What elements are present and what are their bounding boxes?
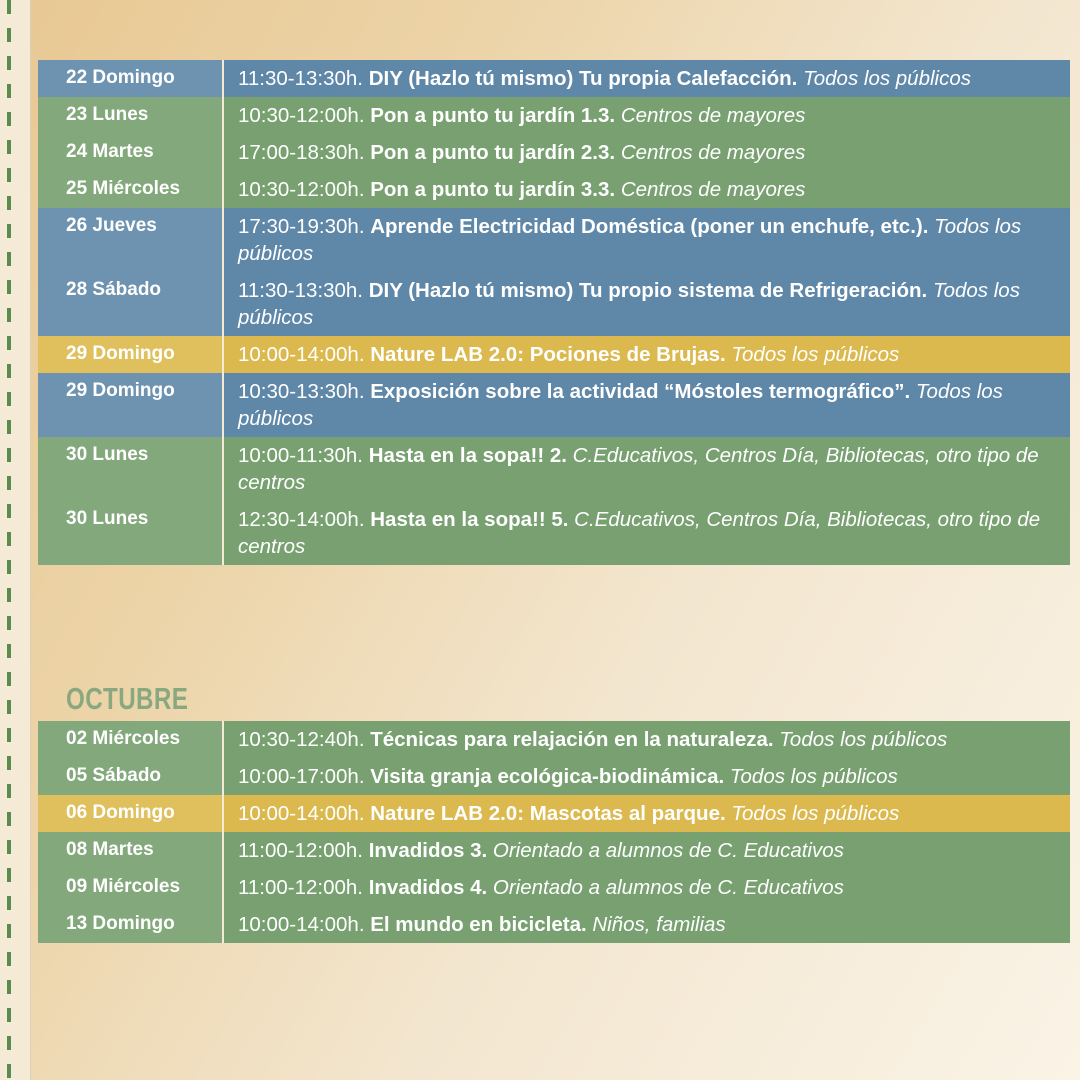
row-event-title: Aprende Electricidad Doméstica (poner un enchufe, etc.).: [370, 215, 929, 238]
row-event-audience: Todos los públicos: [803, 67, 971, 90]
row-event-title: DIY (Hazlo tú mismo) Tu propia Calefacción.: [368, 67, 798, 90]
row-day-label: 08 Martes: [38, 832, 224, 869]
row-event-cell: [224, 97, 1070, 134]
table-row: [38, 795, 1070, 832]
row-event-title: Nature LAB 2.0: Mascotas al parque.: [370, 802, 726, 825]
row-event-title: Visita granja ecológica-biodinámica.: [370, 765, 725, 788]
row-event-cell: [224, 208, 1070, 272]
row-day-label: 30 Lunes: [38, 437, 224, 501]
page-spine: [0, 0, 31, 1080]
table-row: [38, 134, 1070, 171]
row-event-time: 10:00-14:00h.: [238, 913, 365, 936]
row-event-cell: [224, 373, 1070, 437]
table-row: [38, 336, 1070, 373]
row-event-title: DIY (Hazlo tú mismo) Tu propio sistema de Refrigeración.: [368, 279, 928, 302]
row-event-audience: Todos los públicos: [238, 380, 1003, 430]
row-day-label: 24 Martes: [38, 134, 224, 171]
row-event-time: 11:00-12:00h.: [238, 876, 364, 899]
table-row: [38, 906, 1070, 943]
row-day-label: 26 Jueves: [38, 208, 224, 272]
row-event-audience: C.Educativos, Centros Día, Bibliotecas, otro tipo de centros: [238, 444, 1039, 494]
row-event-time: 10:30-12:00h.: [238, 104, 365, 127]
row-day-label: 29 Domingo: [38, 373, 224, 437]
row-event-audience: Centros de mayores: [620, 178, 806, 201]
row-day-label: 23 Lunes: [38, 97, 224, 134]
row-event-time: 11:00-12:00h.: [238, 839, 364, 862]
row-event-title: Pon a punto tu jardín 1.3.: [370, 104, 616, 127]
row-event-title: Técnicas para relajación en la naturaleza.: [370, 728, 774, 751]
table-row: [38, 97, 1070, 134]
row-event-title: Pon a punto tu jardín 2.3.: [370, 141, 616, 164]
row-event-audience: Todos los públicos: [238, 215, 1022, 265]
row-event-cell: [224, 134, 1070, 171]
row-event-audience: Centros de mayores: [620, 104, 806, 127]
row-event-time: 10:30-13:30h.: [238, 380, 365, 403]
table-row: [38, 208, 1070, 272]
row-event-time: 10:30-12:40h.: [238, 728, 365, 751]
row-event-cell: [224, 906, 1070, 943]
row-event-title: Hasta en la sopa!! 5.: [370, 508, 569, 531]
row-day-label: 22 Domingo: [38, 60, 224, 97]
table-row: [38, 501, 1070, 565]
row-event-title: Nature LAB 2.0: Pociones de Brujas.: [370, 343, 726, 366]
row-day-label: 29 Domingo: [38, 336, 224, 373]
row-event-cell: [224, 437, 1070, 501]
row-day-label: 30 Lunes: [38, 501, 224, 565]
row-event-time: 12:30-14:00h.: [238, 508, 365, 531]
row-day-label: 06 Domingo: [38, 795, 224, 832]
table-row: [38, 869, 1070, 906]
row-event-audience: Orientado a alumnos de C. Educativos: [492, 876, 844, 899]
row-event-time: 10:00-14:00h.: [238, 802, 365, 825]
table-row: [38, 832, 1070, 869]
row-event-cell: [224, 60, 1070, 97]
row-event-audience: Centros de mayores: [620, 141, 806, 164]
table-row: [38, 758, 1070, 795]
row-event-cell: [224, 336, 1070, 373]
table-row: [38, 272, 1070, 336]
row-event-time: 10:00-17:00h.: [238, 765, 365, 788]
row-event-cell: [224, 832, 1070, 869]
row-event-title: Hasta en la sopa!! 2.: [368, 444, 567, 467]
row-event-time: 10:00-14:00h.: [238, 343, 365, 366]
row-event-cell: [224, 272, 1070, 336]
row-event-cell: [224, 501, 1070, 565]
september-schedule-table: [38, 60, 1070, 565]
row-day-label: 05 Sábado: [38, 758, 224, 795]
row-event-cell: [224, 171, 1070, 208]
row-event-time: 10:30-12:00h.: [238, 178, 365, 201]
row-event-audience: Todos los públicos: [729, 765, 898, 788]
row-event-title: Invadidos 4.: [368, 876, 488, 899]
row-event-time: 11:30-13:30h.: [238, 67, 364, 90]
row-event-time: 17:30-19:30h.: [238, 215, 365, 238]
table-row: [38, 171, 1070, 208]
row-day-label: 02 Miércoles: [38, 721, 224, 758]
row-event-time: 10:00-11:30h.: [238, 444, 364, 467]
row-event-title: Exposición sobre la actividad “Móstoles termográfico”.: [370, 380, 911, 403]
table-row: [38, 373, 1070, 437]
row-day-label: 13 Domingo: [38, 906, 224, 943]
table-row: [38, 721, 1070, 758]
row-event-audience: Todos los públicos: [779, 728, 948, 751]
october-schedule-table: [38, 721, 1070, 943]
month-heading-octubre: OCTUBRE: [66, 681, 189, 716]
table-row: [38, 60, 1070, 97]
row-event-audience: Todos los públicos: [238, 279, 1020, 329]
row-event-time: 17:00-18:30h.: [238, 141, 365, 164]
row-event-audience: C.Educativos, Centros Día, Bibliotecas, otro tipo de centros: [238, 508, 1041, 558]
row-event-audience: Niños, familias: [592, 913, 726, 936]
row-day-label: 09 Miércoles: [38, 869, 224, 906]
row-event-title: El mundo en bicicleta.: [370, 913, 587, 936]
table-row: [38, 437, 1070, 501]
row-day-label: 25 Miércoles: [38, 171, 224, 208]
row-event-cell: [224, 758, 1070, 795]
row-event-audience: Orientado a alumnos de C. Educativos: [492, 839, 844, 862]
row-day-label: 28 Sábado: [38, 272, 224, 336]
row-event-time: 11:30-13:30h.: [238, 279, 364, 302]
row-event-cell: [224, 721, 1070, 758]
row-event-cell: [224, 869, 1070, 906]
row-event-title: Invadidos 3.: [368, 839, 488, 862]
row-event-title: Pon a punto tu jardín 3.3.: [370, 178, 616, 201]
row-event-cell: [224, 795, 1070, 832]
row-event-audience: Todos los públicos: [731, 802, 900, 825]
row-event-audience: Todos los públicos: [731, 343, 900, 366]
spine-dashes-decoration: [7, 0, 11, 1080]
